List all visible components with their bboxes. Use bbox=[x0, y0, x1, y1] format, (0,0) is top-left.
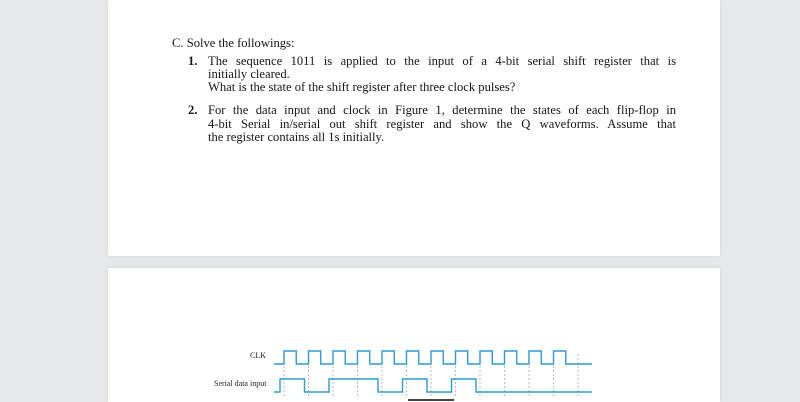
figure-caption-fragment bbox=[408, 399, 454, 401]
clk-waveform bbox=[274, 351, 592, 364]
question-2-line-2: 4-bit Serial in/serial out shift register and show the Q waveforms. Assume that bbox=[208, 117, 676, 131]
question-1-line-3: What is the state of the shift register after three clock pulses? bbox=[208, 80, 516, 94]
clk-label: CLK bbox=[250, 351, 266, 360]
section-title: C. Solve the followings: bbox=[172, 36, 295, 50]
question-1-line-1: The sequence 1011 is applied to the input of a 4-bit serial shift register that is bbox=[208, 54, 676, 68]
question-2-line-3: the register contains all 1s initially. bbox=[208, 130, 385, 144]
document-page-2 bbox=[108, 268, 720, 402]
timing-diagram bbox=[108, 268, 720, 402]
question-1-number: 1. bbox=[188, 54, 198, 68]
question-2-line-1: For the data input and clock in Figure 1, determine the states of each flip-flop in bbox=[208, 103, 676, 117]
question-1-line-2: initially cleared. bbox=[208, 67, 290, 81]
question-2-number: 2. bbox=[188, 103, 198, 117]
serial-data-waveform bbox=[274, 379, 592, 392]
serial-data-input-label: Serial data input bbox=[214, 379, 267, 388]
document-page-1 bbox=[108, 0, 720, 256]
